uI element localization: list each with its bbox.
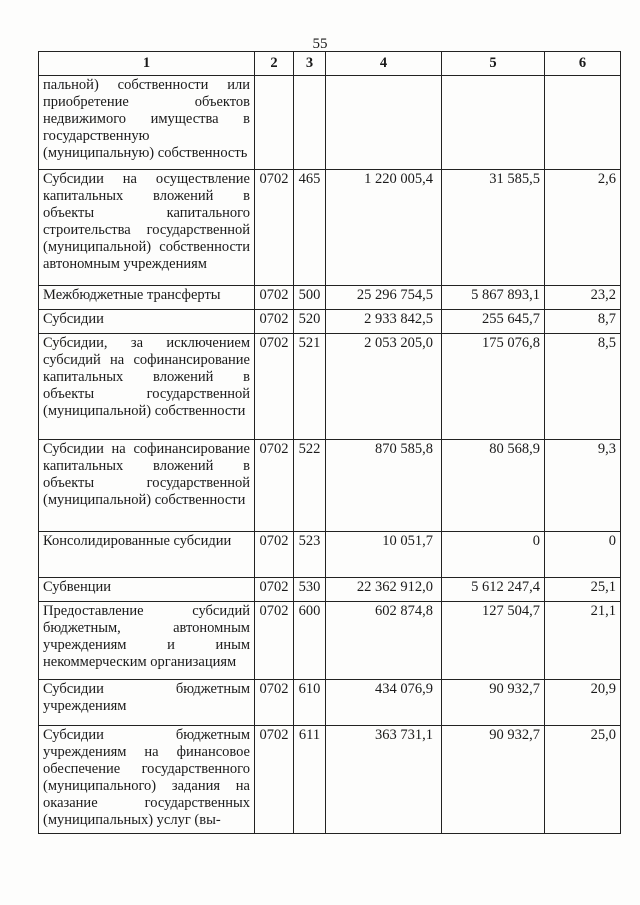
planned-amount-cell xyxy=(326,76,442,170)
table-row xyxy=(39,286,621,310)
section-code-cell: 0702 xyxy=(255,726,294,834)
expense-type-code-cell: 520 xyxy=(294,310,326,334)
expense-type-code-cell: 600 xyxy=(294,602,326,680)
executed-amount-cell: 5 612 247,4 xyxy=(442,578,545,602)
header-col-1: 1 xyxy=(39,52,255,76)
execution-percent-cell: 2,6 xyxy=(545,170,621,286)
header-col-4: 4 xyxy=(326,52,442,76)
table-row xyxy=(39,334,621,440)
executed-amount-cell: 90 932,7 xyxy=(442,726,545,834)
row-name-cell: Субвенции xyxy=(39,578,255,602)
executed-amount-cell: 175 076,8 xyxy=(442,334,545,440)
section-code-cell: 0702 xyxy=(255,286,294,310)
expense-type-code-cell: 522 xyxy=(294,440,326,532)
row-name-cell: Консолидированные субсидии xyxy=(39,532,255,578)
executed-amount-cell: 31 585,5 xyxy=(442,170,545,286)
expense-type-code-cell: 610 xyxy=(294,680,326,726)
header-col-6: 6 xyxy=(545,52,621,76)
header-col-2: 2 xyxy=(255,52,294,76)
header-col-5: 5 xyxy=(442,52,545,76)
row-name-cell: Субсидии на осуществление капитальных вложений в объекты капитального строительства государственной (муниципальной) собственности автономным учреждениям xyxy=(39,170,255,286)
planned-amount-cell: 870 585,8 xyxy=(326,440,442,532)
executed-amount-cell: 5 867 893,1 xyxy=(442,286,545,310)
section-code-cell: 0702 xyxy=(255,532,294,578)
planned-amount-cell: 22 362 912,0 xyxy=(326,578,442,602)
planned-amount-cell: 2 933 842,5 xyxy=(326,310,442,334)
row-name-cell: Субсидии xyxy=(39,310,255,334)
execution-percent-cell: 8,7 xyxy=(545,310,621,334)
expense-type-code-cell: 530 xyxy=(294,578,326,602)
execution-percent-cell: 20,9 xyxy=(545,680,621,726)
section-code-cell: 0702 xyxy=(255,440,294,532)
planned-amount-cell: 10 051,7 xyxy=(326,532,442,578)
executed-amount-cell xyxy=(442,76,545,170)
table-row xyxy=(39,310,621,334)
execution-percent-cell: 8,5 xyxy=(545,334,621,440)
table-row xyxy=(39,578,621,602)
executed-amount-cell: 80 568,9 xyxy=(442,440,545,532)
execution-percent-cell: 21,1 xyxy=(545,602,621,680)
planned-amount-cell: 25 296 754,5 xyxy=(326,286,442,310)
section-code-cell: 0702 xyxy=(255,310,294,334)
expense-type-code-cell: 500 xyxy=(294,286,326,310)
expense-type-code-cell: 465 xyxy=(294,170,326,286)
table-header-row xyxy=(39,52,621,76)
executed-amount-cell: 255 645,7 xyxy=(442,310,545,334)
page-number: 55 xyxy=(312,36,328,52)
planned-amount-cell: 363 731,1 xyxy=(326,726,442,834)
section-code-cell: 0702 xyxy=(255,680,294,726)
execution-percent-cell: 25,1 xyxy=(545,578,621,602)
row-name-cell: Субсидии бюджетным учреждениям xyxy=(39,680,255,726)
table-row xyxy=(39,440,621,532)
expense-type-code-cell: 611 xyxy=(294,726,326,834)
executed-amount-cell: 0 xyxy=(442,532,545,578)
table-row xyxy=(39,680,621,726)
row-name-cell: Субсидии бюджетным учреждениям на финансовое обеспечение государственного (муниципального) задания на оказание государственных (муниципальных) услуг (вы- xyxy=(39,726,255,834)
expense-type-code-cell xyxy=(294,76,326,170)
table-row xyxy=(39,532,621,578)
section-code-cell: 0702 xyxy=(255,334,294,440)
section-code-cell: 0702 xyxy=(255,578,294,602)
expense-type-code-cell: 523 xyxy=(294,532,326,578)
budget-table xyxy=(38,51,621,834)
planned-amount-cell: 1 220 005,4 xyxy=(326,170,442,286)
table-body xyxy=(39,76,621,834)
table-row xyxy=(39,602,621,680)
execution-percent-cell: 0 xyxy=(545,532,621,578)
section-code-cell: 0702 xyxy=(255,170,294,286)
expense-type-code-cell: 521 xyxy=(294,334,326,440)
header-col-3: 3 xyxy=(294,52,326,76)
table-row xyxy=(39,726,621,834)
executed-amount-cell: 90 932,7 xyxy=(442,680,545,726)
row-name-cell: Субсидии на софинансирование капитальных вложений в объекты государственной (муниципальной) собственности xyxy=(39,440,255,532)
planned-amount-cell: 2 053 205,0 xyxy=(326,334,442,440)
row-name-cell: Предоставление субсидий бюджетным, автономным учреждениям и иным некоммерческим организациям xyxy=(39,602,255,680)
execution-percent-cell xyxy=(545,76,621,170)
table-row xyxy=(39,76,621,170)
planned-amount-cell: 602 874,8 xyxy=(326,602,442,680)
row-name-cell: Субсидии, за исключением субсидий на софинансирование капитальных вложений в объекты государственной (муниципальной) собственности xyxy=(39,334,255,440)
planned-amount-cell: 434 076,9 xyxy=(326,680,442,726)
table-row xyxy=(39,170,621,286)
executed-amount-cell: 127 504,7 xyxy=(442,602,545,680)
row-name-cell: пальной) собственности или приобретение объектов недвижимого имущества в государственную (муниципальную) собственность xyxy=(39,76,255,170)
section-code-cell: 0702 xyxy=(255,602,294,680)
section-code-cell xyxy=(255,76,294,170)
execution-percent-cell: 25,0 xyxy=(545,726,621,834)
execution-percent-cell: 23,2 xyxy=(545,286,621,310)
row-name-cell: Межбюджетные трансферты xyxy=(39,286,255,310)
execution-percent-cell: 9,3 xyxy=(545,440,621,532)
